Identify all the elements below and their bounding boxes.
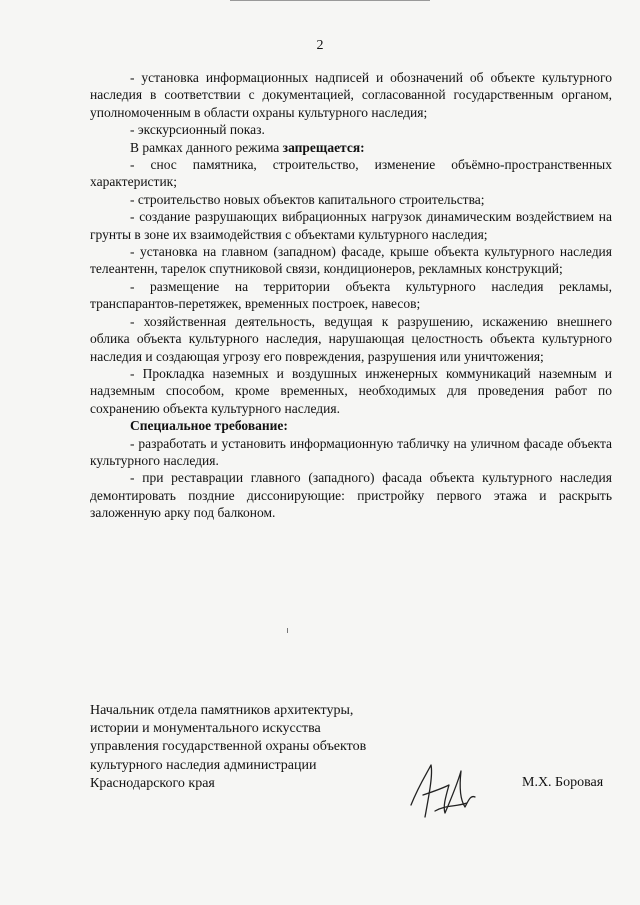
page-number: 2 — [316, 38, 324, 53]
prohibited-intro-text: В рамках данного режима — [130, 139, 283, 155]
top-edge-line — [230, 0, 430, 1]
paragraph-excursion: - экскурсионный показ. — [130, 122, 265, 138]
paragraph-antennas: - установка на главном (западном) фасаде, крыше объекта культурного наследия телеантенн, тарелок спутниковой связи, кондиционеров, рекламных конструкций; — [90, 244, 612, 277]
signatory-line: истории и монументального искусства — [90, 721, 321, 737]
signatory-name: М.Х. Боровая — [522, 775, 604, 790]
paragraph-prohibited-intro — [90, 139, 612, 156]
paragraph-vibration: - создание разрушающих вибрационных нагрузок динамическим воздействием на грунты в зоне их взаимодействия с объектами культурного наследия; — [90, 209, 612, 242]
signatory-title — [90, 702, 430, 793]
paragraph-economic-activity: - хозяйственная деятельность, ведущая к разрушению, искажению внешнего облика объекта культурного наследия, нарушающая целостность объекта культурного наследия и создающая угрозу его повреждения, разрушения или уничтожения; — [90, 313, 612, 364]
paragraph-info-plate: - разработать и установить информационную табличку на уличном фасаде объекта культурного наследия. — [90, 435, 612, 468]
prohibited-heading: запрещается: — [282, 139, 365, 155]
paragraph-info-signs: - установка информационных надписей и обозначений об объекте культурного наследия в соответствии с документацией, согласованной государственным органом, уполномоченным в области охраны культурного наследия; — [90, 70, 612, 120]
paragraph-advertising: - размещение на территории объекта культурного наследия рекламы, транспарантов-перетяжек, временных построек, навесов; — [90, 278, 612, 312]
document-body — [90, 69, 612, 522]
handwritten-signature — [405, 755, 485, 827]
signatory-line: Краснодарского края — [90, 775, 215, 791]
special-requirement-heading: Специальное требование: — [130, 418, 288, 434]
paragraph-demolition: - снос памятника, строительство, изменение объёмно-пространственных характеристик; — [90, 157, 612, 190]
stray-mark — [287, 628, 288, 633]
signatory-line: Начальник отдела памятников архитектуры, — [90, 703, 354, 718]
paragraph-new-construction: - строительство новых объектов капитального строительства; — [130, 191, 485, 207]
paragraph-utilities: - Прокладка наземных и воздушных инженерных коммуникаций наземным и надземным способом, кроме временных, необходимых для проведения работ по сохранению объекта культурного наследия. — [90, 365, 612, 416]
signatory-line: культурного наследия администрации — [90, 757, 317, 773]
signatory-line: управления государственной охраны объектов — [90, 739, 367, 755]
paragraph-restoration: - при реставрации главного (западного) фасада объекта культурного наследия демонтировать поздние диссонирующие: пристройку первого этажа и раскрыть заложенную арку под балконом. — [90, 470, 612, 521]
